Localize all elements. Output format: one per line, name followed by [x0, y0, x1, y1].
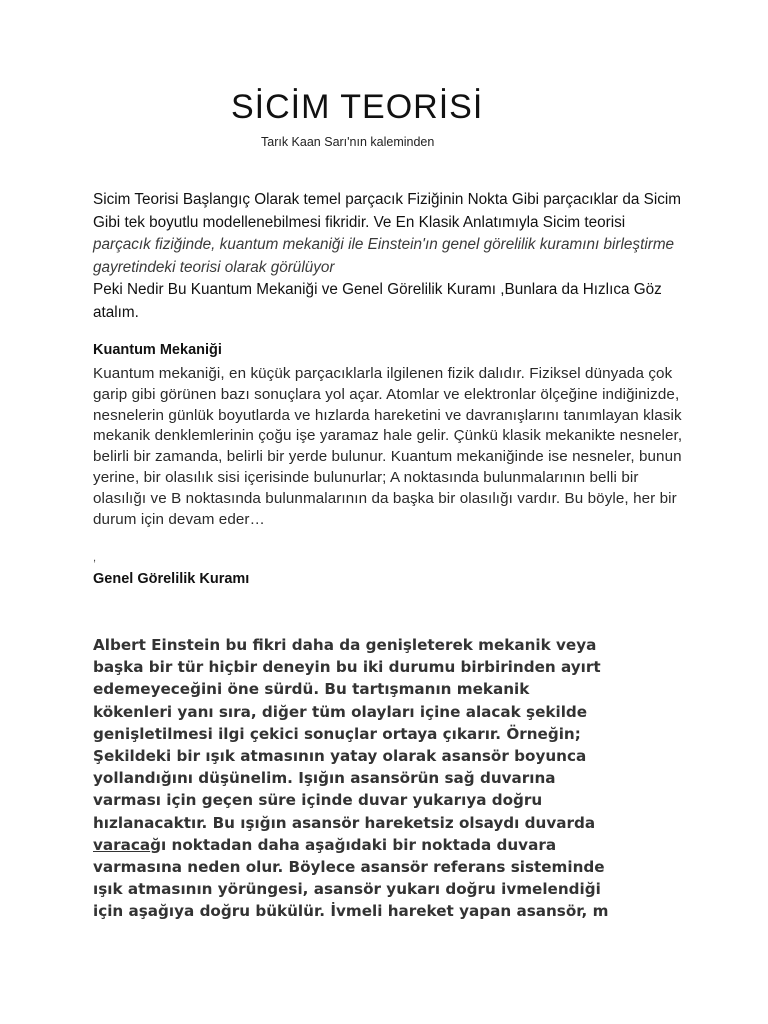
- genel-underlined-word: varaca: [93, 835, 151, 854]
- section-body-genel: [93, 634, 693, 923]
- intro-italic-text: parçacık fiziğinde, kuantum mekaniği ile Einstein'ın genel görelilik kuramını birleştirme gayretindeki teorisi olarak görülüyor: [93, 236, 675, 276]
- intro-text-1: Sicim Teorisi Başlangıç Olarak temel parçacık Fiziğinin Nokta Gibi parçacıklar da Sicim Gibi tek boyutlu modellenebilmesi fikridir. Ve En Klasik Anlatımıyla Sicim teorisi: [93, 191, 682, 231]
- genel-text-after: ğı noktadan daha aşağıdaki bir noktada duvara varmasına neden olur. Böylece asansör referans sisteminde ışık atmasının yörüngesi, asansör yukarı doğru ivmelendiği için aşağıya doğru bükülür. İvmeli hareket yapan asansör, m: [93, 835, 609, 921]
- separator-mark: ,: [93, 552, 97, 564]
- section-heading-kuantum: Kuantum Mekaniği: [93, 342, 222, 358]
- document-title: SİCİM TEORİSİ: [231, 88, 484, 126]
- section-heading-genel: Genel Görelilik Kuramı: [93, 571, 250, 587]
- intro-paragraph: [93, 189, 683, 325]
- section-body-kuantum: Kuantum mekaniği, en küçük parçacıklarla ilgilenen fizik dalıdır. Fiziksel dünyada çok garip gibi görünen bazı sonuçlara yol açar. Atomlar ve elektronlar ölçeğine indiğinizde, nesnelerin günlük boyutlarda ve hızlarda hareketini ve davranışlarını tanımlayan klasik mekanik denklemlerinin çoğu işe yaramaz hale gelir. Çünkü klasik mekanikte nesneler, belirli bir zamanda, belirli bir yerde bulunur. Kuantum mekaniğinde ise nesneler, bunun yerine, bir olasılık sisi içerisinde bulunurlar; A noktasında bulunmalarının belli bir olasılığı ve B noktasında bulunmalarının da başka bir olasılığı vardır. Bu böyle, her bir durum için devam eder…: [93, 365, 683, 528]
- document-byline: Tarık Kaan Sarı'nın kaleminden: [261, 135, 435, 149]
- intro-text-2: Peki Nedir Bu Kuantum Mekaniği ve Genel Görelilik Kuramı ,Bunlara da Hızlıca Göz atalım.: [93, 281, 662, 321]
- genel-text-before: Albert Einstein bu fikri daha da genişleterek mekanik veya başka bir tür hiçbir deneyin bu iki durumu birbirinden ayırt edemeyeceğini öne sürdü. Bu tartışmanın mekanik kökenleri yanı sıra, diğer tüm olayları içine alacak şekilde genişletilmesi ilgi çekici sonuçlar ortaya çıkarır. Örneğin; Şekildeki bir ışık atmasının yatay olarak asansör boyunca yollandığını düşünelim. Işığın asansörün sağ duvarına varması için geçen süre içinde duvar yukarıya doğru hızlanacaktır. Bu ışığın asansör hareketsiz olsaydı duvarda: [93, 636, 601, 832]
